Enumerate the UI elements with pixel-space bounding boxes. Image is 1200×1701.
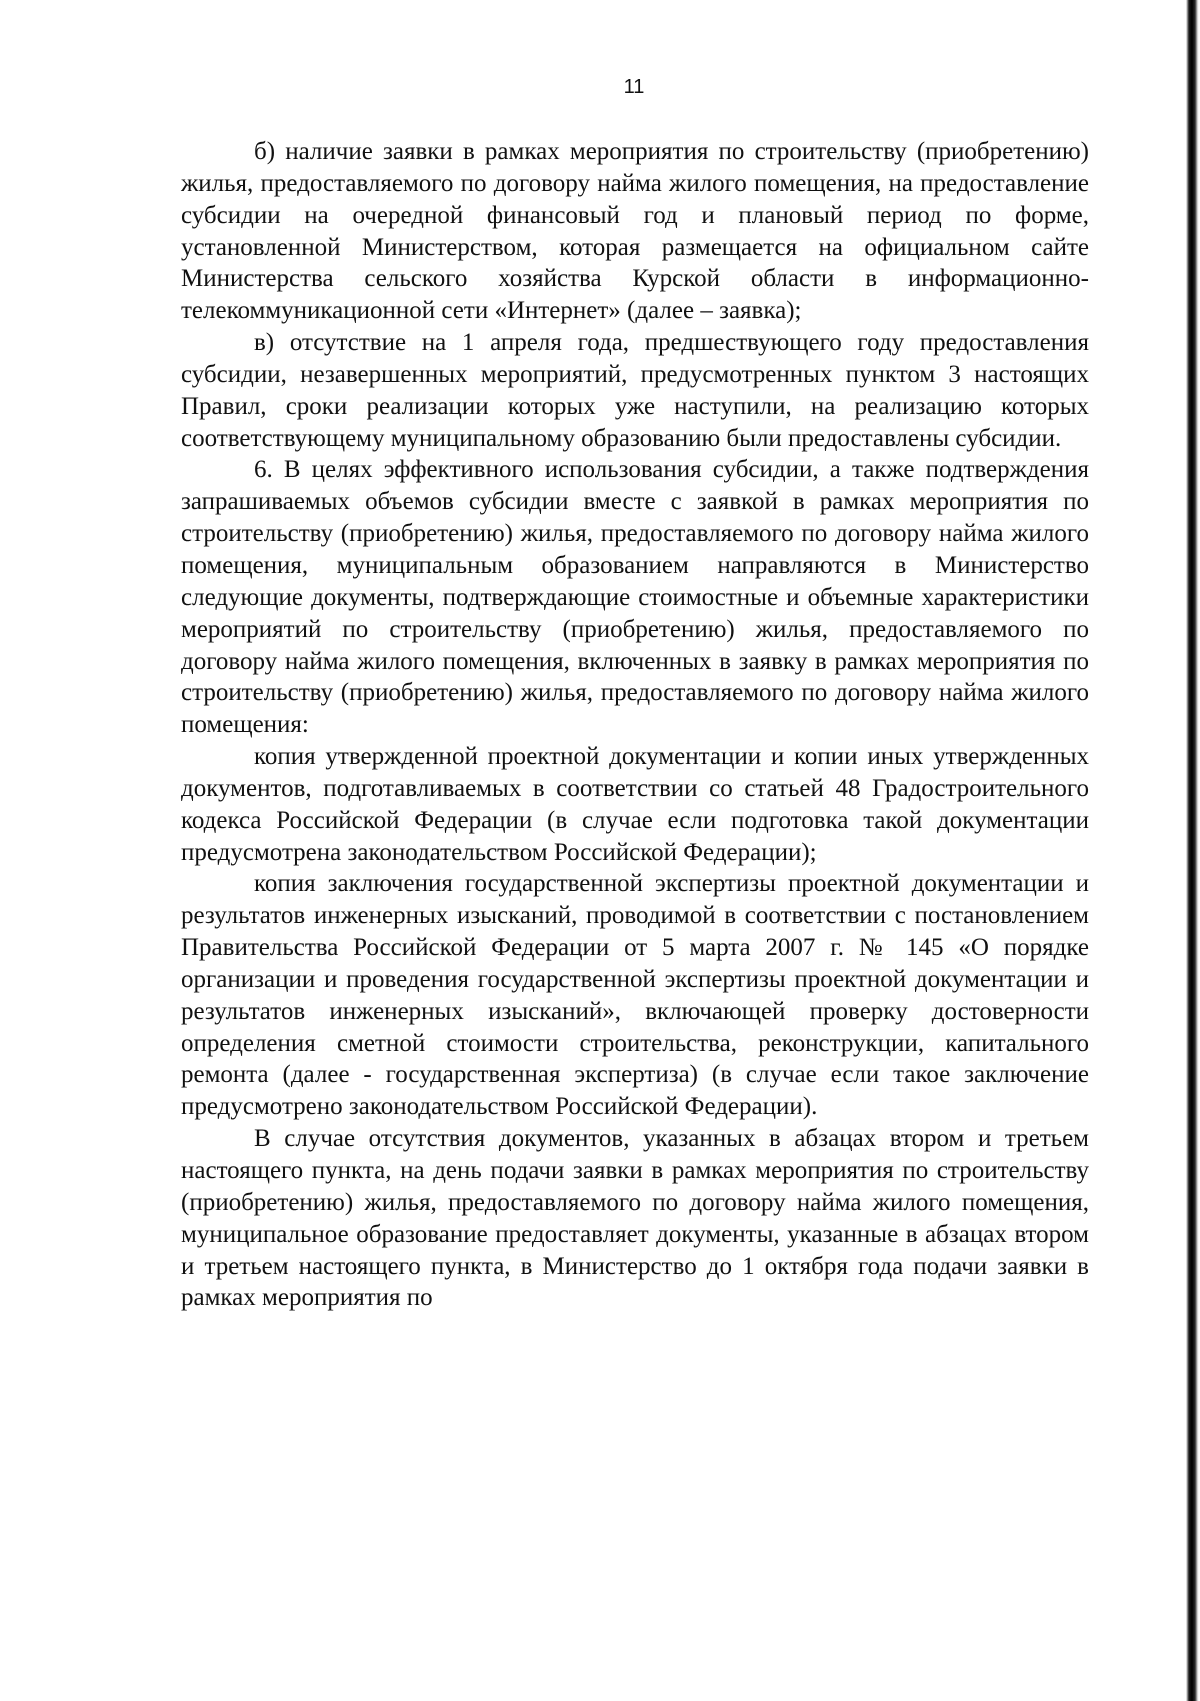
paragraph-missing-documents: В случае отсутствия документов, указанных в абзацах втором и третьем настоящего пункта, на день подачи заявки в рамках мероприятия по строительству (приобретению) жилья, предоставляемого по договору найма жилого помещения, муниципальное образование предоставляет документы, указанные в абзацах втором и третьем настоящего пункта, в Министерство до 1 октября года подачи заявки в рамках мероприятия по xyxy=(181,1125,1089,1312)
paragraph-state-expertise-copy: копия заключения государственной экспертизы проектной документации и результатов инженерных изысканий, проводимой в соответствии с постановлением Правительства Российской Федерации от 5 марта 2007 г. № 145 «О порядке организации и проведения государственной экспертизы проектной документации и результатов инженерных изысканий», включающей проверку достоверности определения сметной стоимости строительства, реконструкции, капитального ремонта (далее - государственная экспертиза) (в случае если такое заключение предусмотрено законодательством Российской Федерации). xyxy=(181,870,1089,1121)
paragraph-6-documents: 6. В целях эффективного использования субсидии, а также подтверждения запрашиваемых объемов субсидии вместе с заявкой в рамках мероприятия по строительству (приобретению) жилья, предоставляемого по договору найма жилого помещения, муниципальным образованием направляются в Министерство следующие документы, подтверждающие стоимостные и объемные характеристики мероприятий по строительству (приобретению) жилья, предоставляемого по договору найма жилого помещения, включенных в заявку в рамках мероприятия по строительству (приобретению) жилья, предоставляемого по договору найма жилого помещения: xyxy=(181,456,1089,739)
paragraph-project-documentation-copy: копия утвержденной проектной документации и копии иных утвержденных документов, подготавливаемых в соответствии со статьей 48 Градостроительного кодекса Российской Федерации (в случае если подготовка такой документации предусмотрена законодательством Российской Федерации); xyxy=(181,743,1089,866)
page-number: 11 xyxy=(623,76,645,98)
document-body xyxy=(181,136,1089,1314)
paragraph-b-application: б) наличие заявки в рамках мероприятия по строительству (приобретению) жилья, предоставляемого по договору найма жилого помещения, на предоставление субсидии на очередной финансовый год и плановый период по форме, установленной Министерством, которая размещается на официальном сайте Министерства сельского хозяйства Курской области в информационно-телекоммуникационной сети «Интернет» (далее – заявка); xyxy=(181,138,1089,325)
paragraph-v-no-unfinished-measures: в) отсутствие на 1 апреля года, предшествующего году предоставления субсидии, незавершенных мероприятий, предусмотренных пунктом 3 настоящих Правил, сроки реализации которых уже наступили, на реализацию которых соответствующему муниципальному образованию были предоставлены субсидии. xyxy=(181,329,1089,452)
scan-edge-shadow xyxy=(1180,0,1200,1701)
